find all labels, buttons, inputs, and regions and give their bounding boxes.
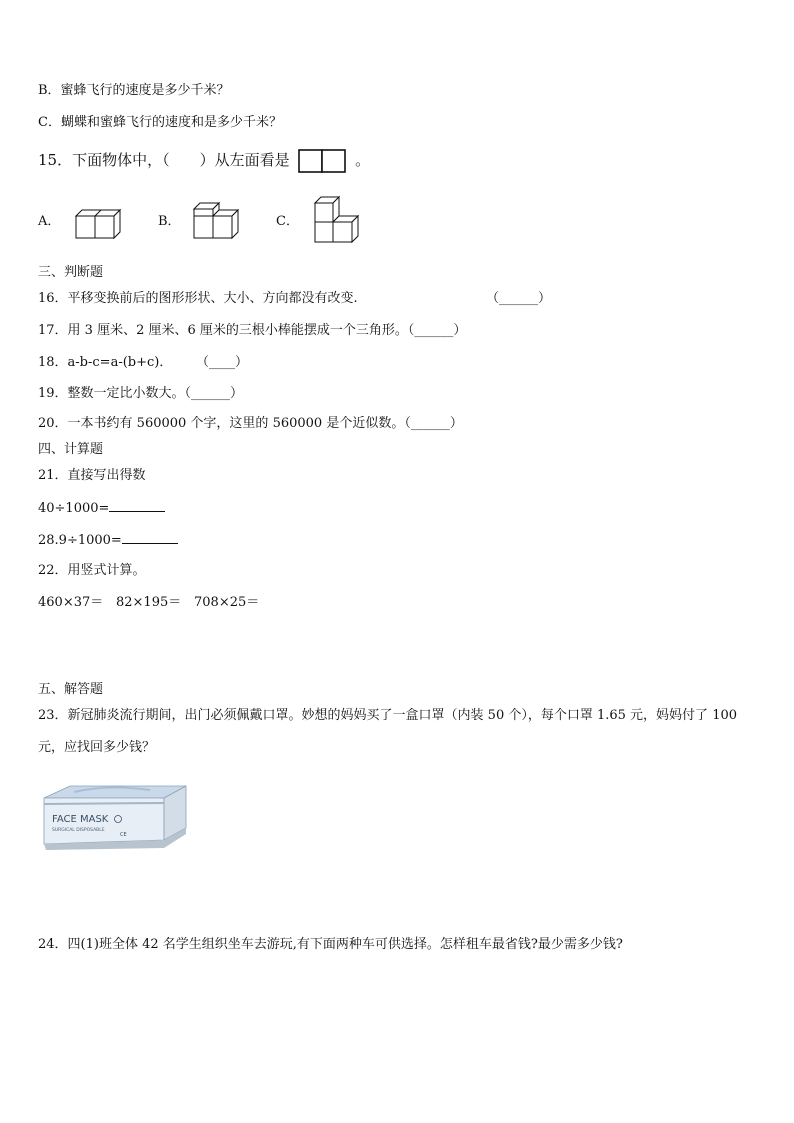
q17-text: 17．用 3 厘米、2 厘米、6 厘米的三根小棒能摆成一个三角形。 [38,323,408,338]
q15-option-b-label: B． [158,214,181,229]
q19 [38,385,243,403]
q15-left-view-figure [298,149,346,173]
calc-2-expression: 28.9÷1000= [38,533,122,548]
calc-1-expression: 40÷1000= [38,501,110,516]
section-5-title: 五、解答题 [38,682,104,697]
q15-option-a-label: A． [38,214,61,229]
q20-text: 20．一本书约有 560000 个字，这里的 560000 是个近似数。 [38,416,405,431]
q14-option-b: B．蜜蜂飞行的速度是多少千米？ [38,83,230,98]
vertical-calc-3: 708×25＝ [194,595,260,610]
q16-text: 16．平移变换前后的图形形状、大小、方向都没有改变. [38,291,358,306]
face-mask-box-image [40,778,190,856]
vertical-calc-2: 82×195＝ [116,595,182,610]
calc-2-answer-blank[interactable] [122,531,178,544]
section-4-title: 四、计算题 [38,442,104,457]
q20 [38,415,463,433]
vertical-calc-1: 460×37＝ [38,595,104,610]
q24: 24．四(1)班全体 42 名学生组织坐车去游玩,有下面两种车可供选择。怎样租车最省钱?最少需多少钱? [38,937,623,952]
q17-answer-bracket[interactable]: （______） [407,323,467,338]
mask-box-brand: FACE MASK [52,814,109,825]
q18-answer-bracket[interactable]: （____） [196,355,249,370]
q20-answer-bracket[interactable]: （______） [404,416,463,431]
q15-suffix: 。 [355,151,371,169]
q18-text: 18．a-b-c=a-(b+c)． [38,355,173,370]
q16 [38,290,358,308]
q18 [38,354,172,372]
q17 [38,322,466,340]
q14-option-c: C．蝴蝶和蜜蜂飞行的速度和是多少千米？ [38,115,282,130]
mask-box-subtitle: SURGICAL DISPOSABLE [52,828,105,833]
q15-prefix: 15．下面物体中，（ ）从左面看是 [38,151,290,169]
q16-answer-bracket[interactable]: （______） [486,291,552,306]
mask-box-ce-mark: CE [120,832,127,838]
q23-line-1: 23．新冠肺炎流行期间，出门必须佩戴口罩。妙想的妈妈买了一盒口罩（内装 50 个），每个口罩 1.65 元，妈妈付了 100 [38,708,738,723]
q15-option-c-label: C． [276,214,299,229]
calc-row-1 [38,499,165,518]
calc-1-answer-blank[interactable] [109,499,165,512]
q15-option-a-figure [72,206,124,240]
q19-text: 19．整数一定比小数大。 [38,386,185,401]
q23-line-2: 元，应找回多少钱？ [38,740,156,755]
q21-prompt: 21．直接写出得数 [38,468,146,483]
q15-option-c-figure [312,194,362,246]
q19-answer-bracket[interactable]: （______） [184,386,244,401]
q22-prompt: 22．用竖式计算。 [38,563,146,578]
section-3-title: 三、判断题 [38,265,104,280]
q15-option-b-figure [190,200,242,240]
q15-question [38,149,370,173]
calc-row-2 [38,531,178,550]
